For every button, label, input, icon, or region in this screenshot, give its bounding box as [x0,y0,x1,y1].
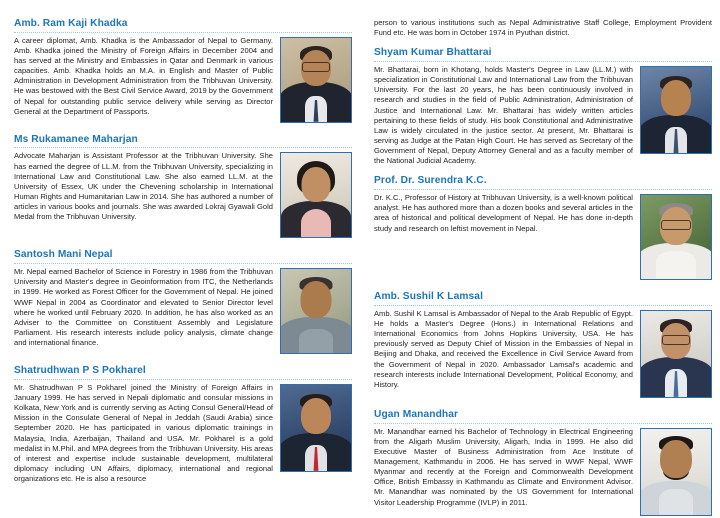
profile-body [374,427,712,518]
profile-name: Shyam Kumar Bhattarai [374,47,712,62]
portrait-ram-kaji-khadka [280,37,352,123]
profile-body-text: Mr. Manandhar earned his Bachelor of Technology in Electrical Engineering from the Aligarh Muslim University, Aligarh, India in 1999. He also did Executive Master of Business Administration from Ace Institute of Management, Kathmandu in 2006. He has served in WWF Nepal, WWF Myanmar and recently at the Foreign and Commonwealth Development Office, British Embassy in Kathmandu as Climate and Environment Advisor. Mr. Manandhar was nominated by the US Government for International Visitor Leadership Programme (IVLP) in 2011. [374,426,633,507]
profile-entry-ram-kaji-khadka [14,18,352,125]
profile-body [14,267,352,356]
profile-body-text: Mr. Bhattarai, born in Khotang, holds Master's Degree in Law (LL.M.) with specialization in Constitutional Law and International Law from the Tribhuvan University. For the last 20 years, he has been continuously involved in research and studies in the field of Public Administration, Administration of Justice and International Law. Mr. Bhattarai has widely written articles pertaining to these fields of study. His book Constitutional and Administrative Law is widely circulated in the justice sector. At present, Mr. Bhattarai is serving as Judge at the Patan High Court. He has served as Secretary of the Government of Nepal, Deputy Attorney General and as a faculty member of the National Judicial Academy. [374,65,633,166]
profile-name: Prof. Dr. Surendra K.C. [374,175,712,190]
profile-body-text: Mr. Nepal earned Bachelor of Science in Forestry in 1986 from the Tribhuvan University and Master's degree in Geoinformation from ITC, the Netherlands in 1999. He worked as Forest Officer for the Government of Nepal. He joined WWF Nepal in 2004 as Coordinator and elevated to Senior Director level where he worked until February 2020. In addition, he has also worked as an Adviser to the Committee on Constituent Assembly and Legislature Parliament. His research interests include policy analysis, climate change and international finance. [14,267,273,348]
profile-entry-rukamanee-maharjan [14,134,352,241]
profile-entry-sushil-k-lamsal [374,291,712,400]
portrait-shyam-kumar-bhattarai [640,66,712,154]
two-column-layout [14,18,712,507]
profile-body [14,151,352,240]
portrait-shatrudhwan-p-s-pokharel [280,384,352,472]
profile-body-text: A career diplomat, Amb. Khadka is the Ambassador of Nepal to Germany. Amb. Khadka joined the Ministry of Foreign Affairs in December 2004 and has served at the Ministry and Embassies in Qatar and Denmark in various capacities. Amb. Khadka holds an M.A. in English and Master of Public Administration in Development Administration from the Tribhuvan University. He was bestowed with the Best Civil Service Award, 2019 by the Government of Nepal for outstanding public service delivery while serving as Director General at the Department of Passports. [14,35,273,116]
right-column [374,18,712,507]
profile-body-text: Amb. Sushil K Lamsal is Ambassador of Nepal to the Arab Republic of Egypt. He holds a Master's Degree (Hons.) in International Relations and International Economics from Johns Hopkins University, USA. He has previously served as Deputy Chief of Mission in the Embassies of Nepal in Beijing and Dhaka, and received the Excellence in Civil Service Award from the Government of Nepal in 2020. Ambassador Lamsal's academic and research interests include International Development, Political Economy, and History. [374,308,633,389]
profile-body-text: Dr. K.C., Professor of History at Tribhuvan University, is a well-known political analyst. He has authored more than a dozen books and several articles in the area of historical and political development of Nepal. He has done in-depth study and research on leftist movement in Nepal. [374,193,633,233]
profile-body [14,383,352,484]
portrait-ugan-manandhar [640,428,712,516]
profile-name: Shatrudhwan P S Pokharel [14,365,352,380]
profile-name: Santosh Mani Nepal [14,249,352,264]
profile-entry-surendra-kc [374,175,712,282]
profile-body [374,309,712,400]
profile-body-text: Advocate Maharjan is Assistant Professor at the Tribhuvan University. She has earned the degree of LL.M. from the Tribhuvan University, specializing in International Law and Constitutional Law. She also earned LL.M. at the University of Essex, UK under the Chevening scholarship in International Human Rights and Humanitarian Law in 2014. She has authored a number of articles in various books and journals. She was awarded Lokraj Gyawali Gold Medal from the Tribhuvan University. [14,151,273,222]
profile-entry-santosh-mani-nepal [14,249,352,356]
profile-body-text: Mr. Shatrudhwan P S Pokharel joined the Ministry of Foreign Affairs in January 1999. He has served in Nepali diplomatic and consular missions in Kolkata, New York and is currently serving as Acting Consul General/Head of Mission in the Consulate General of Nepal in Jeddah (Saudi Arabia) since September 2020. He has participated in various diplomatic trainings in Malaysia, India, Azerbaijan, Thailand and USA. Mr. Pokharel is a gold medalist in M.Phil. and MPA degrees from the Tribhuvan University. His areas of interest and expertise include sustainable development, multilateral diplomacy including UN Affairs, diplomacy, international and regional organizations etc. He is also a resource [14,382,273,484]
portrait-santosh-mani-nepal [280,268,352,354]
profile-body [374,65,712,166]
portrait-sushil-k-lamsal [640,310,712,398]
profile-body [14,36,352,125]
portrait-surendra-kc [640,194,712,280]
profile-entry-shyam-kumar-bhattarai [374,47,712,166]
profile-body [374,193,712,282]
profile-name: Amb. Ram Kaji Khadka [14,18,352,33]
profile-name: Ugan Manandhar [374,409,712,424]
profile-entry-shatrudhwan-p-s-pokharel [14,365,352,484]
portrait-rukamanee-maharjan [280,152,352,238]
profile-entry-ugan-manandhar [374,409,712,518]
profile-name: Amb. Sushil K Lamsal [374,291,712,306]
left-column [14,18,352,499]
continuation-paragraph: person to various institutions such as Nepal Administrative Staff College, Employment Provident Fund etc. He was born in October 1974 in Pyuthan district. [374,18,712,38]
profile-name: Ms Rukamanee Maharjan [14,134,352,149]
